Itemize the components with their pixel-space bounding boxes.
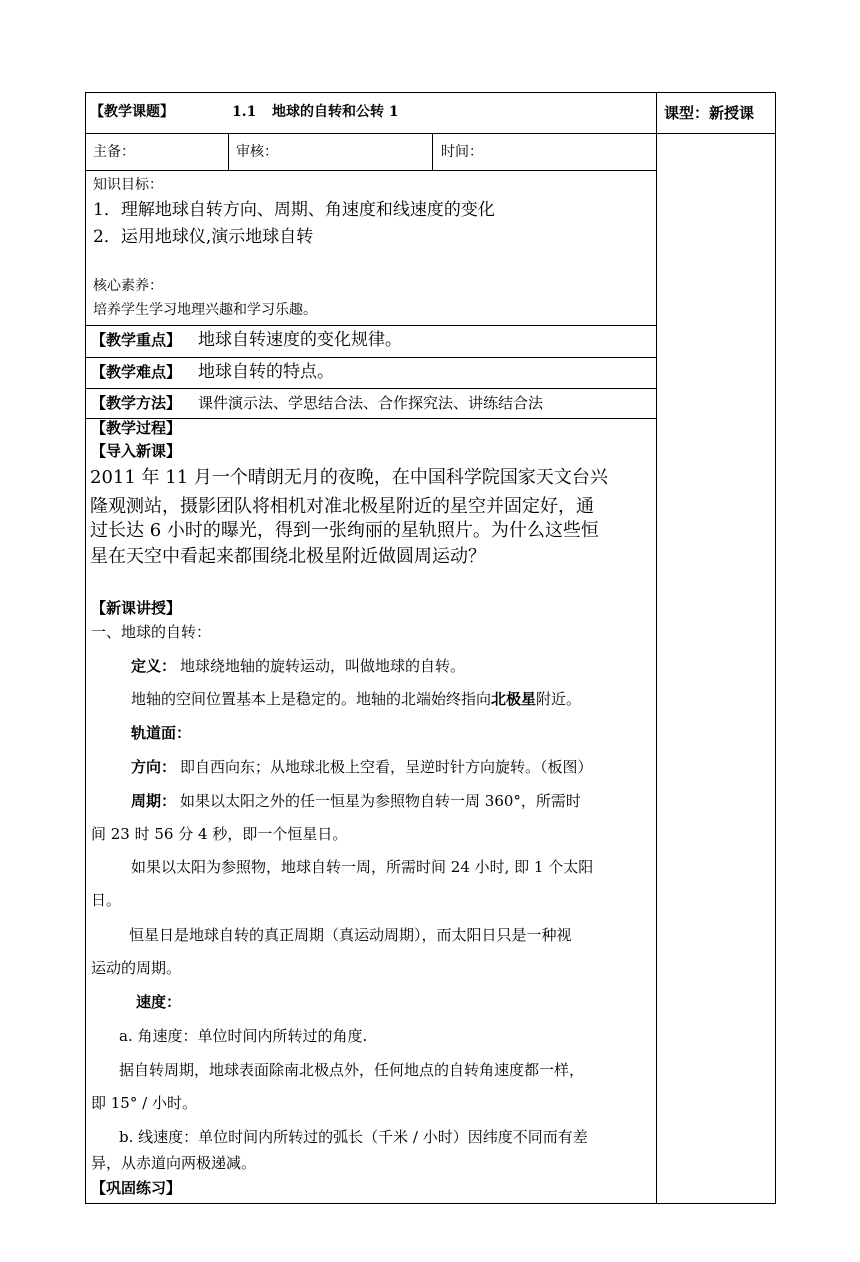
angular-speed-expl-2: 即 15° / 小时。: [91, 1094, 197, 1112]
method-label: 【教学方法】: [91, 394, 182, 412]
table-border-row3-bottom: [85, 325, 657, 326]
meta-divider-2: [432, 133, 433, 171]
earth-axis-text-b: 附近。: [536, 690, 582, 708]
practice-label: 【巩固练习】: [91, 1179, 182, 1197]
period-line-1: 如果以太阳之外的任一恒星为参照物自转一周 360°，所需时: [180, 792, 581, 810]
table-border-class-type-bottom: [656, 133, 776, 134]
topic-label: 【教学课题】: [90, 104, 174, 120]
solar-day-line-1: 如果以太阳为参照物，地球自转一周，所需时间 24 小时, 即 1 个太阳: [131, 858, 594, 876]
table-border-right: [775, 92, 776, 1204]
key-point-text: 地球自转速度的变化规律。: [198, 330, 402, 350]
definition-text: 地球绕地轴的旋转运动，叫做地球的自转。: [180, 657, 466, 675]
key-point-label: 【教学重点】: [91, 331, 182, 349]
section-heading-rotation: 一、地球的自转：: [91, 623, 212, 641]
direction-label: 方向：: [131, 758, 177, 776]
class-type: 课型：新授课: [664, 104, 755, 122]
reviewer-label: 审核：: [236, 144, 278, 160]
topic-title: 地球的自转和公转 1: [272, 104, 399, 120]
time-label: 时间：: [441, 144, 483, 160]
table-border-row1-bottom: [85, 133, 657, 134]
table-border-row5-bottom: [85, 388, 657, 389]
definition-label: 定义：: [131, 657, 177, 675]
table-border-left: [85, 92, 86, 1204]
preparer-label: 主备：: [93, 144, 135, 160]
sidereal-day-line-1: 恒星日是地球自转的真正周期（真运动周期），而太阳日只是一种视: [129, 926, 572, 944]
linear-speed-line-1: b. 线速度：单位时间内所转过的弧长（千米 / 小时）因纬度不同而有差: [119, 1128, 588, 1146]
difficulty-text: 地球自转的特点。: [198, 362, 334, 382]
method-text: 课件演示法、学思结合法、合作探究法、讲练结合法: [198, 394, 544, 412]
orbit-plane-label: 轨道面：: [131, 724, 192, 742]
process-label: 【教学过程】: [91, 419, 182, 437]
intro-line-4: 星在天空中看起来都围绕北极星附近做圆周运动？: [90, 546, 486, 567]
angular-speed-expl-1: 据自转周期，地球表面除南北极点外，任何地点的自转角速度都一样，: [119, 1061, 585, 1079]
difficulty-label: 【教学难点】: [91, 363, 182, 381]
direction-text: 即自西向东；从地球北极上空看，呈逆时针方向旋转。（板图）: [180, 758, 593, 776]
objective-item-2: 2．运用地球仪,演示地球自转: [93, 227, 314, 247]
intro-line-1: 2011 年 11 月一个晴朗无月的夜晚，在中国科学院国家天文台兴: [90, 467, 608, 488]
table-border-divider: [656, 92, 657, 1204]
new-lesson-label: 【新课讲授】: [91, 599, 182, 617]
sidereal-day-line-2: 运动的周期。: [91, 959, 182, 977]
table-border-row4-bottom: [85, 357, 657, 358]
earth-axis-text: [131, 692, 581, 707]
intro-line-3: 过长达 6 小时的曝光，得到一张绚丽的星轨照片。为什么这些恒: [90, 520, 599, 541]
objective-item-1: 1．理解地球自转方向、周期、角速度和线速度的变化: [93, 200, 495, 220]
meta-divider-1: [228, 133, 229, 171]
intro-label: 【导入新课】: [91, 442, 182, 460]
core-literacy-text: 培养学生学习地理兴趣和学习乐趣。: [93, 302, 317, 318]
topic-number: 1.1: [232, 104, 257, 120]
solar-day-line-2: 日。: [91, 891, 122, 909]
angular-speed-line: a. 角速度：单位时间内所转过的角度.: [119, 1027, 368, 1045]
earth-axis-text-a: 地轴的空间位置基本上是稳定的。地轴的北端始终指向: [131, 690, 492, 708]
core-literacy-label: 核心素养：: [93, 278, 163, 294]
intro-line-2: 隆观测站，摄影团队将相机对准北极星附近的星空并固定好，通: [90, 496, 594, 517]
table-border-top: [85, 92, 776, 93]
polaris-bold: 北极星: [491, 690, 537, 708]
table-border-row2-bottom: [85, 170, 657, 171]
speed-label: 速度：: [136, 993, 182, 1011]
period-line-2: 间 23 时 56 分 4 秒，即一个恒星日。: [91, 825, 348, 843]
linear-speed-line-2: 异，从赤道向两极递减。: [91, 1154, 257, 1172]
knowledge-objective-label: 知识目标：: [93, 177, 163, 193]
table-border-bottom: [85, 1203, 776, 1204]
period-label: 周期：: [131, 792, 177, 810]
